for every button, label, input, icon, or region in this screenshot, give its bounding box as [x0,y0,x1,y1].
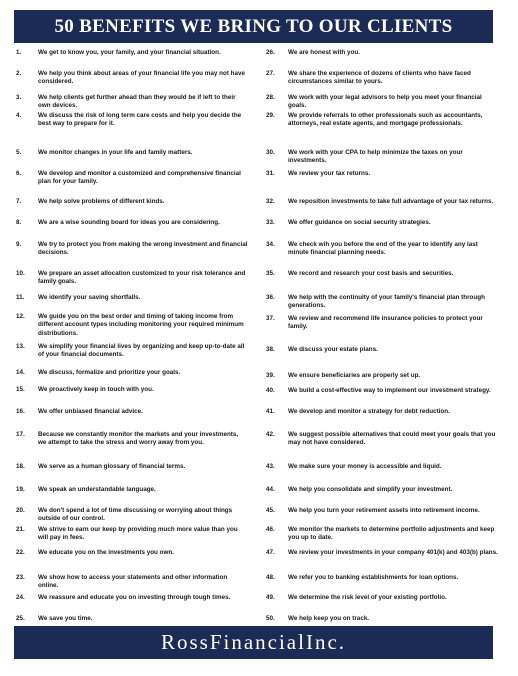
item-number: 15. [16,386,25,393]
item-text: We offer unbiased financial advice. [38,408,143,415]
item-number: 12. [16,313,25,320]
item-text: We show how to access your statements and other information online. [38,574,228,590]
item-text: We don't spend a lot of time discussing or worrying about things outside of our control. [38,507,233,523]
item-text: We save you time. [38,615,93,622]
item-number: 1. [16,49,22,56]
item-text: We determine the risk level of your existing portfolio. [288,594,447,601]
item-text: We help you think about areas of your financial life you may not have considered. [38,70,246,86]
item-text: We help solve problems of different kinds. [38,198,165,205]
item-number: 10. [16,270,25,277]
item-number: 11. [16,294,25,301]
item-number: 39. [266,372,275,379]
item-text: We help keep you on track. [288,615,370,622]
item-number: 38. [266,346,275,353]
item-number: 43. [266,463,275,470]
item-number: 36. [266,294,275,301]
item-text: We refer you to banking establishments for loan options. [288,574,459,581]
item-text: We ensure beneficiaries are properly set up. [288,372,421,379]
item-text: We strive to earn our keep by providing much more value than you will pay in fees. [38,526,238,542]
item-number: 49. [266,594,275,601]
item-number: 3. [16,94,22,101]
item-number: 45. [266,507,275,514]
item-text: We work with your CPA to help minimize the taxes on your investments. [288,149,463,165]
item-number: 37. [266,315,275,322]
item-text: We discuss the risk of long term care costs and help you decide the best way to prepare for it. [38,112,242,128]
item-text: We make sure your money is accessible and liquid. [288,463,442,470]
item-text: We reassure and educate you on investing through tough times. [38,594,231,601]
item-number: 44. [266,486,275,493]
item-text: We discuss, formalize and prioritize your goals. [38,369,181,376]
item-text: We review your investments in your company 401(k) and 403(b) plans. [288,549,498,556]
item-number: 18. [16,463,25,470]
item-text: We simplify your financial lives by organizing and keep up-to-date all of your financial documents. [38,343,245,359]
item-text: We guide you on the best order and timing of taking income from different account types including monitoring your required minimum distributions. [38,313,244,337]
item-number: 25. [16,615,25,622]
item-text: We review your tax returns. [288,170,371,177]
item-number: 41. [266,408,275,415]
item-number: 17. [16,431,25,438]
item-text: We discuss your estate plans. [288,346,378,353]
item-number: 14. [16,369,25,376]
item-number: 32. [266,198,275,205]
item-text: We work with your legal advisors to help you meet your financial goals. [288,94,482,110]
item-text: We provide referrals to other professionals such as accountants, attorneys, real estate agents, and mortgage professionals. [288,112,483,128]
item-text: We build a cost-effective way to implement our investment strategy. [288,387,491,394]
item-text: We share the experience of dozens of clients who have faced circumstances similar to yours. [288,70,471,86]
item-number: 28. [266,94,275,101]
item-text: We develop and monitor a customized and comprehensive financial plan for your family. [38,170,241,186]
company-name: RossFinancialInc. [160,630,347,654]
item-text: We help you turn your retirement assets into retirement income. [288,507,480,514]
item-text: We proactively keep in touch with you. [38,386,154,393]
item-number: 20. [16,507,25,514]
item-number: 19. [16,486,25,493]
item-number: 21. [16,526,25,533]
item-text: We help clients get further ahead than they would be if left to their own devices. [38,94,236,110]
item-number: 4. [16,112,22,119]
item-text: We develop and monitor a strategy for debt reduction. [288,408,450,415]
item-number: 35. [266,270,275,277]
item-text: We record and research your cost basis and securities. [288,270,454,277]
item-number: 50. [266,615,275,622]
item-text: We reposition investments to take full advantage of your tax returns. [288,198,494,205]
item-number: 29. [266,112,275,119]
item-number: 33. [266,219,275,226]
item-number: 9. [16,241,22,248]
item-number: 23. [16,574,25,581]
item-number: 27. [266,70,275,77]
item-number: 16. [16,408,25,415]
item-text: We help you consolidate and simplify your investment. [288,486,453,493]
item-number: 22. [16,549,25,556]
item-number: 30. [266,149,275,156]
item-number: 40. [266,387,275,394]
item-text: We get to know you, your family, and your financial situation. [38,49,221,56]
item-text: We serve as a human glossary of financial terms. [38,463,186,470]
item-text: We are honest with you. [288,49,360,56]
item-number: 13. [16,343,25,350]
item-text: Because we constantly monitor the markets and your investments, we attempt to take the stress and worry away from you. [38,431,239,447]
item-number: 6. [16,170,22,177]
item-text: We educate you on the investments you own. [38,549,174,556]
item-number: 2. [16,70,22,77]
item-text: We try to protect you from making the wrong investment and financial decisions. [38,241,248,257]
item-text: We identify your saving shortfalls. [38,294,141,301]
item-number: 24. [16,594,25,601]
item-number: 42. [266,431,275,438]
item-number: 46. [266,526,275,533]
item-number: 7. [16,198,22,205]
item-text: We monitor the markets to determine portfolio adjustments and keep you up to date. [288,526,495,542]
item-number: 48. [266,574,275,581]
item-number: 34. [266,241,275,248]
item-text: We suggest possible alternatives that could meet your goals that you may not have considered. [288,431,496,447]
item-text: We are a wise sounding board for ideas you are considering. [38,219,220,226]
item-number: 5. [16,149,22,156]
page-title: 50 BENEFITS WE BRING TO OUR CLIENTS [54,15,453,37]
item-text: We speak an understandable language. [38,486,156,493]
company-name-banner [14,626,493,659]
item-text: We prepare an asset allocation customized to your risk tolerance and family goals. [38,270,246,286]
item-text: We monitor changes in your life and family matters. [38,149,193,156]
item-text: We offer guidance on social security strategies. [288,219,431,226]
item-number: 8. [16,219,22,226]
page-title-banner [14,10,493,43]
item-number: 26. [266,49,275,56]
item-text: We help with the continuity of your family's financial plan through generations. [288,294,485,310]
item-number: 31. [266,170,275,177]
item-number: 47. [266,549,275,556]
item-text: We review and recommend life insurance policies to protect your family. [288,315,483,331]
item-text: We check wih you before the end of the year to identify any last minute financial planning needs. [288,241,478,257]
